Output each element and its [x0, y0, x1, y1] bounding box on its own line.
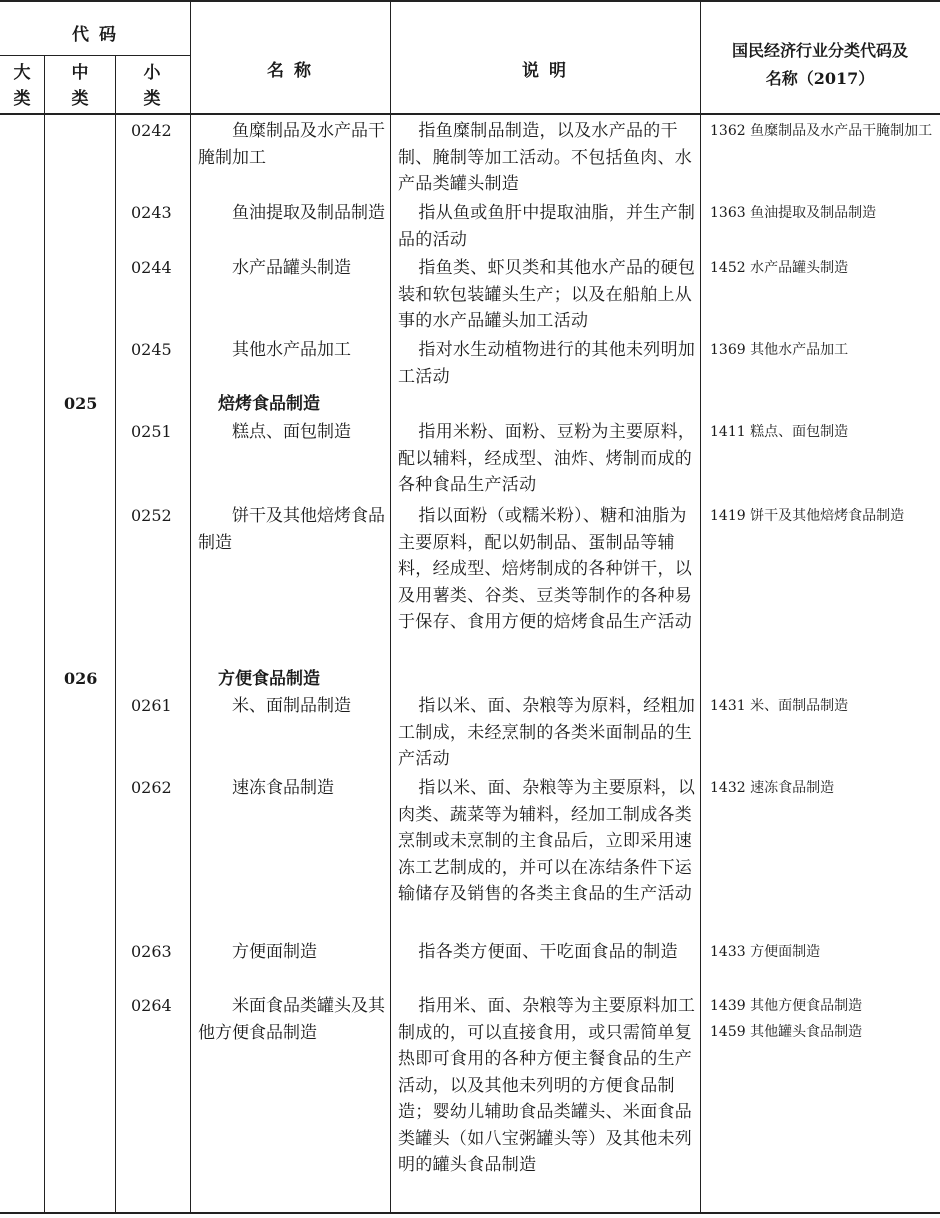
row-description: 指从鱼或鱼肝中提取油脂，并生产制品的活动: [398, 203, 696, 250]
header-minor: 小类: [143, 63, 161, 109]
group-code: 026: [64, 669, 98, 688]
col-rule-desc: [700, 0, 701, 1213]
row-ref: 1432 速冻食品制造: [710, 780, 835, 796]
row-name: 鱼油提取及制品制造: [232, 203, 385, 223]
row-code: 0245: [131, 340, 172, 359]
row-code: 0252: [131, 506, 172, 525]
row-name: 方便面制造: [232, 942, 317, 962]
col-rule-name: [390, 0, 391, 1213]
row-name: 其他水产品加工: [232, 340, 351, 360]
group-name: 方便食品制造: [218, 669, 320, 689]
header-bottom-rule: [0, 113, 940, 115]
col-rule-major: [44, 55, 45, 1213]
header-description: 说 明: [522, 61, 568, 81]
row-description: 指用米、面、杂粮等为主要原料加工制成的，可以直接食用，或只需简单复热即可食用的各种方便主餐食品的生产活动，以及其他未列明的方便食品制造；婴幼儿辅助食品类罐头、米面食品类罐头（如八宝粥罐头等）及其他未列明的罐头食品制造: [398, 996, 696, 1175]
row-ref: 1362 鱼糜制品及水产品干腌制加工: [710, 123, 933, 139]
header-medium: 中类: [71, 63, 89, 109]
row-code: 0261: [131, 696, 172, 715]
row-description: 指各类方便面、干吃面食品的制造: [418, 942, 678, 962]
row-ref: 1459 其他罐头食品制造: [710, 1024, 863, 1040]
row-code: 0263: [131, 942, 172, 961]
row-description: 指对水生动植物进行的其他未列明加工活动: [398, 340, 696, 387]
group-code: 025: [64, 394, 98, 413]
row-ref: 1433 方便面制造: [710, 944, 821, 960]
row-code: 0264: [131, 996, 172, 1015]
header-code-group: 代 码: [72, 25, 118, 45]
row-name: 速冻食品制造: [232, 778, 334, 798]
row-description: 指鱼糜制品制造，以及水产品的干制、腌制等加工活动。不包括鱼肉、水产品类罐头制造: [398, 121, 693, 194]
row-description: 指以米、面、杂粮等为主要原料，以肉类、蔬菜等为辅料，经加工制成各类烹制或未烹制的主食品后，立即采用速冻工艺制成的，并可以在冻结条件下运输储存及销售的各类主食品的生产活动: [398, 778, 696, 904]
row-name: 米、面制品制造: [232, 696, 351, 716]
row-name: 鱼糜制品及水产品干腌制加工: [198, 121, 385, 168]
header-ref-line1: 国民经济行业分类代码及: [731, 41, 908, 60]
col-rule-medium: [115, 55, 116, 1213]
row-code: 0251: [131, 422, 172, 441]
row-ref: 1431 米、面制品制造: [710, 698, 849, 714]
row-ref: 1363 鱼油提取及制品制造: [710, 205, 877, 221]
header-ref-line2: 名称（2017）: [765, 69, 875, 88]
row-name: 饼干及其他焙烤食品制造: [198, 506, 385, 553]
row-code: 0243: [131, 203, 172, 222]
header-name: 名 称: [267, 61, 313, 81]
row-ref: 1369 其他水产品加工: [710, 342, 849, 358]
row-code: 0244: [131, 258, 172, 277]
row-description: 指用米粉、面粉、豆粉为主要原料，配以辅料，经成型、油炸、烤制而成的各种食品生产活动: [398, 422, 696, 495]
row-ref: 1419 饼干及其他焙烤食品制造: [710, 508, 905, 524]
group-name: 焙烤食品制造: [218, 394, 320, 414]
row-name: 糕点、面包制造: [232, 422, 351, 442]
header-major: 大类: [13, 63, 31, 109]
row-ref: 1439 其他方便食品制造: [710, 998, 863, 1014]
bottom-rule: [0, 1212, 940, 1214]
row-description: 指以米、面、杂粮等为原料，经粗加工制成，未经烹制的各类米面制品的生产活动: [398, 696, 696, 769]
col-rule-code: [190, 0, 191, 1213]
row-ref: 1452 水产品罐头制造: [710, 260, 849, 276]
code-group-rule: [0, 55, 190, 56]
row-code: 0262: [131, 778, 172, 797]
row-description: 指以面粉（或糯米粉）、糖和油脂为主要原料，配以奶制品、蛋制品等辅料，经成型、焙烤制成的各种饼干，以及用薯类、谷类、豆类等制作的各种易于保存、食用方便的焙烤食品生产活动: [398, 506, 693, 632]
row-name: 水产品罐头制造: [232, 258, 351, 278]
top-rule: [0, 0, 940, 2]
row-name: 米面食品类罐头及其他方便食品制造: [198, 996, 385, 1043]
row-ref: 1411 糕点、面包制造: [710, 424, 849, 440]
row-code: 0242: [131, 121, 172, 140]
row-description: 指鱼类、虾贝类和其他水产品的硬包装和软包装罐头生产；以及在船舶上从事的水产品罐头加工活动: [398, 258, 696, 331]
